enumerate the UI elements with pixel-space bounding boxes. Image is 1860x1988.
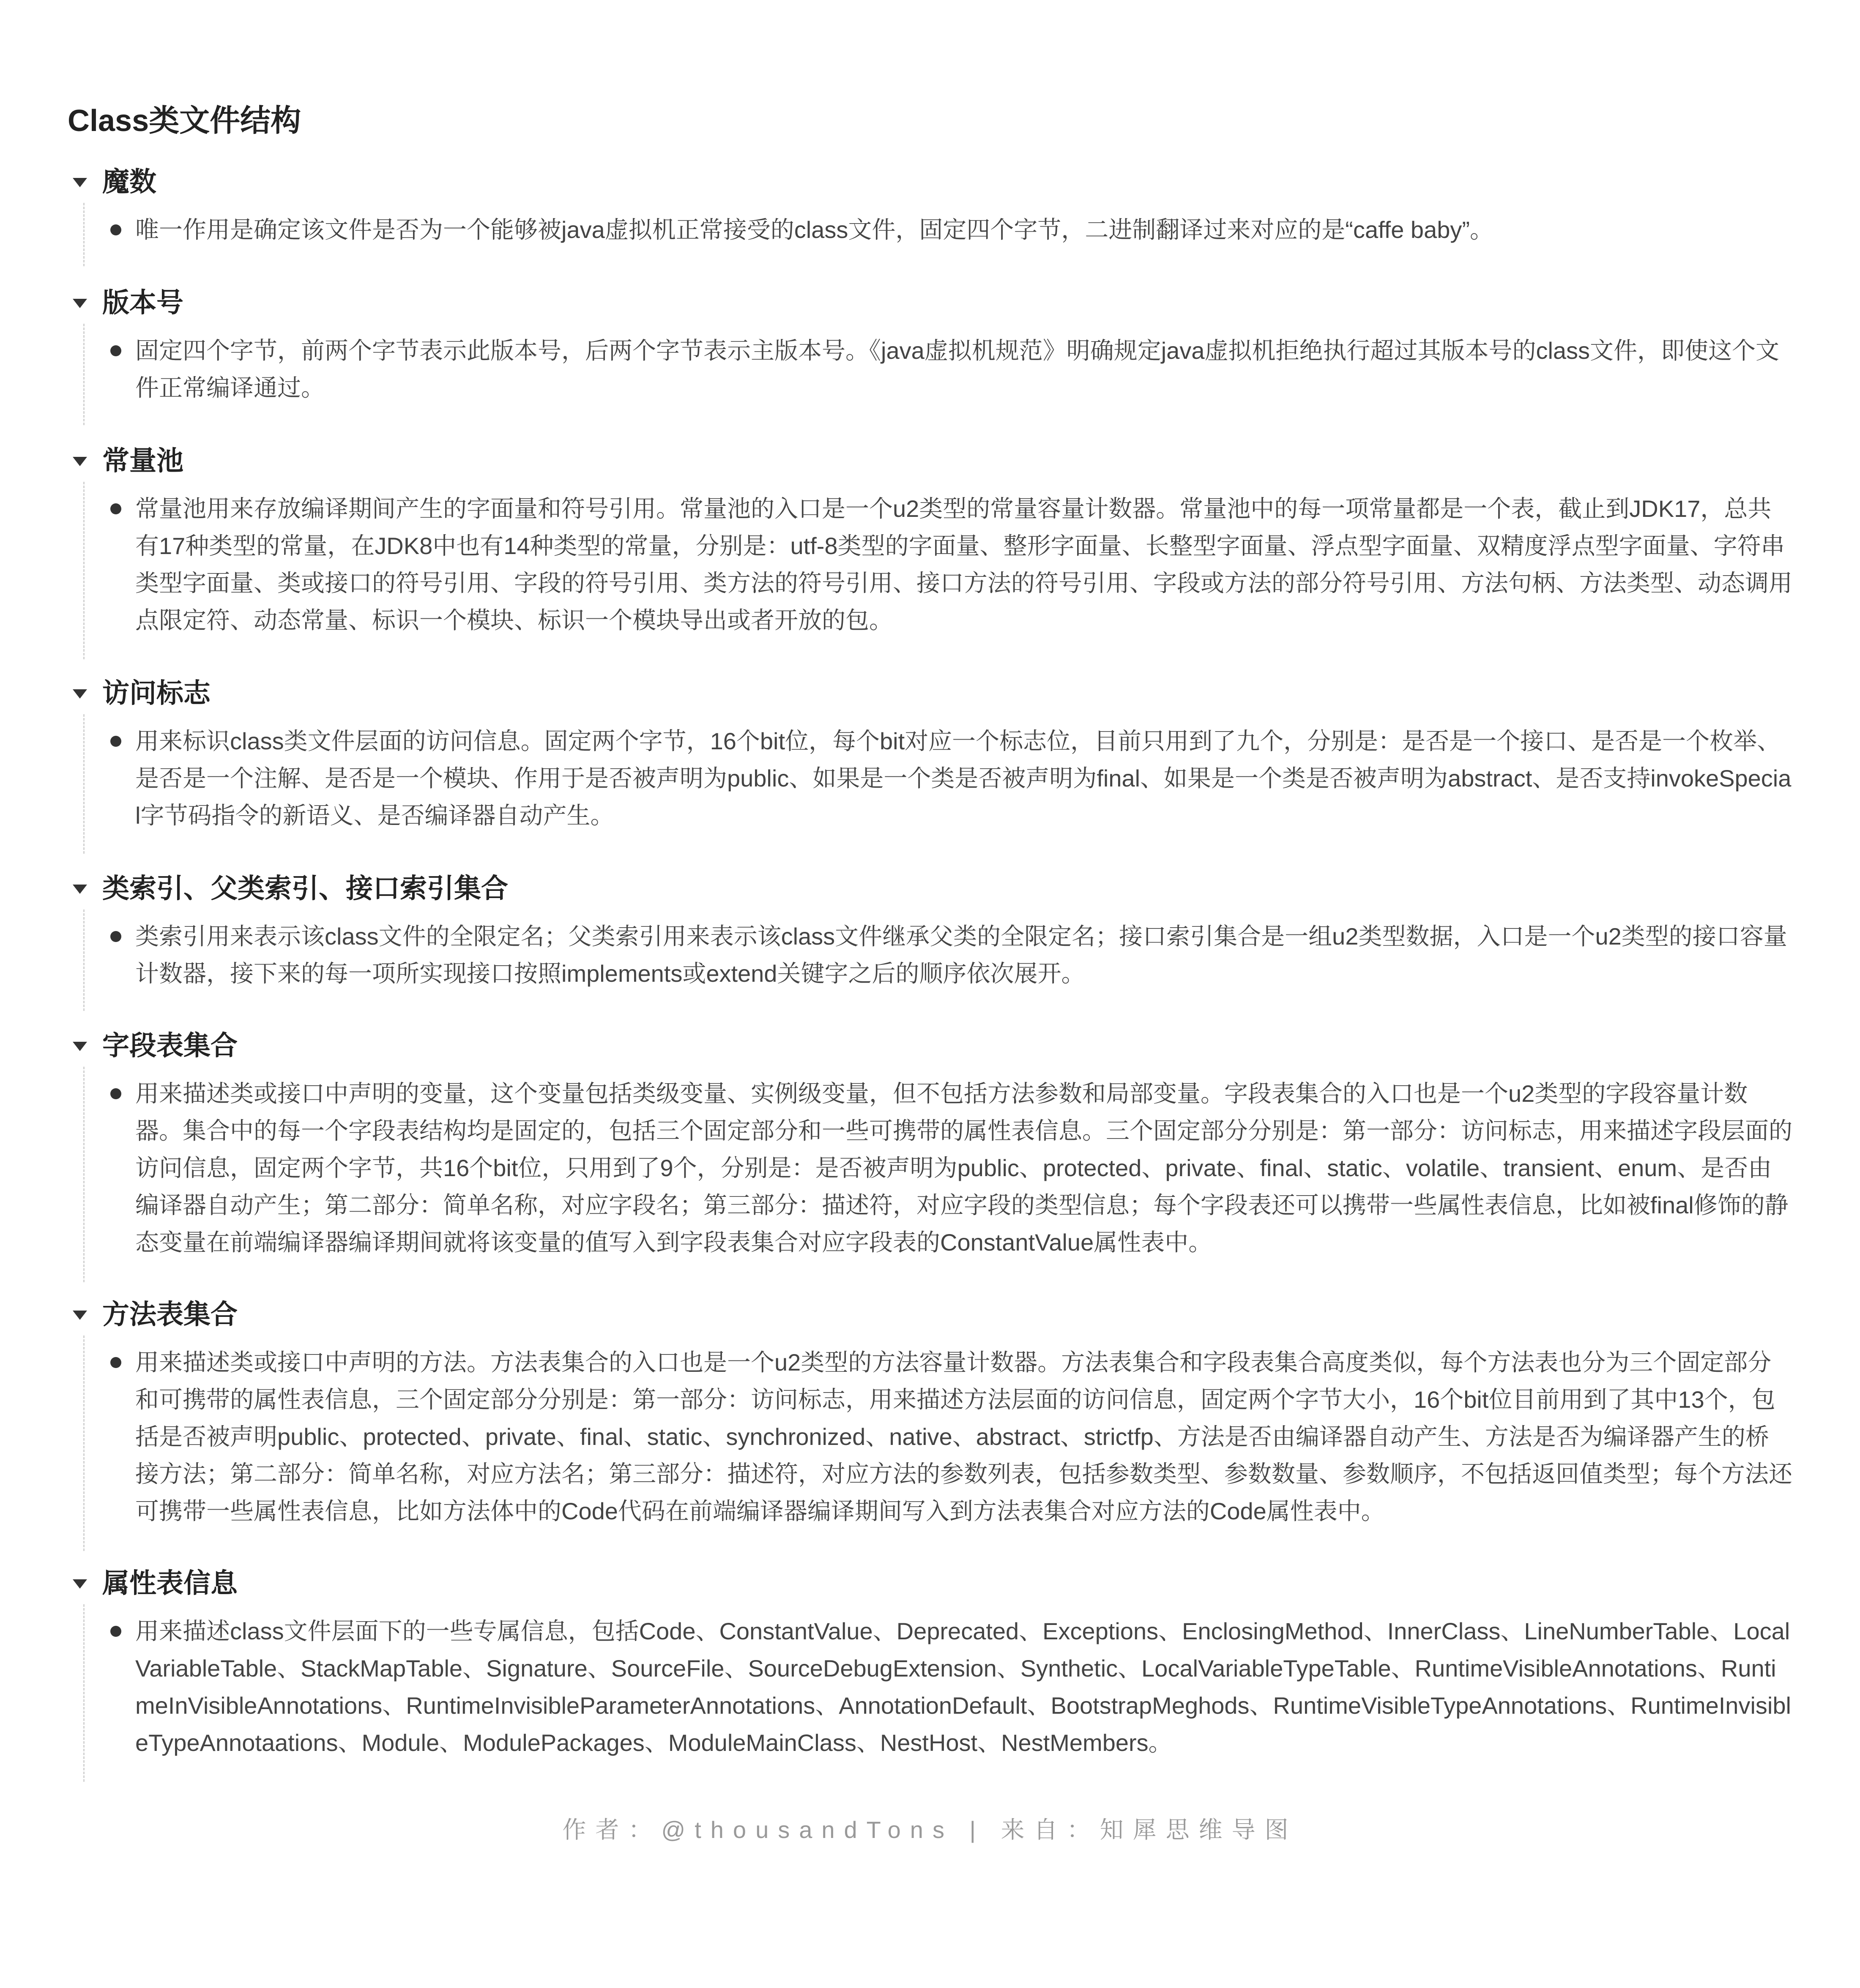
- section-header[interactable]: [73, 1293, 238, 1335]
- section-text: 用来描述类或接口中声明的方法。方法表集合的入口也是一个u2类型的方法容量计数器。方法表集合和字段表集合高度类似，每个方法表也分为三个固定部分和可携带的属性表信息，三个固定部分分别是：第一部分：访问标志，用来描述方法层面的访问信息，固定两个字节大小，16个bit位目前用到了其中13个，包括是否被声明public、protected、private、final、static、synchronized、native、abstract、strictfp、方法是否由编译器自动产生、方法是否为编译器产生的桥接方法；第二部分：简单名称，对应方法名；第三部分：描述符，对应方法的参数列表，包括参数类型、参数数量、参数顺序，不包括返回值类型；每个方法还可携带一些属性表信息，比如方法体中的Code代码在前端编译器编译期间写入到方法表集合对应方法的Code属性表中。: [135, 1349, 1792, 1524]
- bullet-icon: [110, 224, 121, 235]
- collapse-caret-icon[interactable]: [73, 1579, 87, 1589]
- outline-guide-line: [83, 714, 85, 854]
- author-credit-footer: 作者：@thousandTons | 来自：知犀思维导图: [562, 1816, 1298, 1843]
- collapse-caret-icon[interactable]: [73, 1311, 87, 1320]
- outline-guide-line: [83, 1335, 85, 1551]
- section-title: 魔数: [102, 167, 156, 197]
- bullet-icon: [110, 1088, 121, 1099]
- outline-guide-line: [83, 1604, 85, 1782]
- section-title: 方法表集合: [102, 1299, 238, 1330]
- section-title: 访问标志: [102, 678, 211, 708]
- outline-guide-line: [83, 909, 85, 1011]
- section-title: 常量池: [102, 445, 183, 476]
- section-header[interactable]: [73, 440, 183, 482]
- bullet-icon: [110, 1357, 121, 1368]
- section-title: 类索引、父类索引、接口索引集合: [102, 873, 508, 904]
- bullet-icon: [110, 503, 121, 514]
- section-header[interactable]: [73, 281, 183, 324]
- collapse-caret-icon[interactable]: [73, 689, 87, 699]
- section-text: 用来描述class文件层面下的一些专属信息，包括Code、ConstantValue、Deprecated、Exceptions、EnclosingMethod、InnerClass、LineNumberTable、LocalVariableTable、StackMapTable、Signature、SourceFile、SourceDebugExtension、Synthetic、LocalVariableTypeTable、RuntimeVisibleAnnotations、RuntimeInVisibleAnnotations、RuntimeInvisibleParameterAnnotations、AnnotationDefault、BootstrapMeghods、RuntimeVisibleTypeAnnotations、RuntimeInvisibleTypeAnnotaations、Module、ModulePackages、ModuleMainClass、NestHost、NestMembers。: [135, 1618, 1791, 1756]
- bullet-icon: [110, 736, 121, 747]
- outline-guide-line: [83, 324, 85, 425]
- document-title: Class类文件结构: [68, 104, 301, 138]
- bullet-icon: [110, 345, 121, 356]
- section-text: 常量池用来存放编译期间产生的字面量和符号引用。常量池的入口是一个u2类型的常量容量计数器。常量池中的每一项常量都是一个表，截止到JDK17，总共有17种类型的常量，在JDK8中也有14种类型的常量，分别是：utf-8类型的字面量、整形字面量、长整型字面量、浮点型字面量、双精度浮点型字面量、字符串类型字面量、类或接口的符号引用、字段的符号引用、类方法的符号引用、接口方法的符号引用、字段或方法的部分符号引用、方法句柄、方法类型、动态调用点限定符、动态常量、标识一个模块、标识一个模块导出或者开放的包。: [135, 495, 1792, 634]
- section-header[interactable]: [73, 161, 156, 203]
- section-header[interactable]: [73, 867, 508, 909]
- section-text: 固定四个字节，前两个字节表示此版本号，后两个字节表示主版本号。《java虚拟机规范》明确规定java虚拟机拒绝执行超过其版本号的class文件，即使这个文件正常编译通过。: [135, 337, 1780, 401]
- bullet-icon: [110, 1626, 121, 1637]
- outline-guide-line: [83, 482, 85, 659]
- collapse-caret-icon[interactable]: [73, 1042, 87, 1051]
- section-title: 字段表集合: [102, 1030, 238, 1061]
- bullet-icon: [110, 931, 121, 942]
- collapse-caret-icon[interactable]: [73, 299, 87, 308]
- outline-guide-line: [83, 203, 85, 266]
- section-text: 类索引用来表示该class文件的全限定名；父类索引用来表示该class文件继承父类的全限定名；接口索引集合是一组u2类型数据，入口是一个u2类型的接口容量计数器，接下来的每一项所实现接口按照implements或extend关键字之后的顺序依次展开。: [135, 923, 1787, 987]
- section-title: 属性表信息: [102, 1568, 238, 1598]
- section-text: 用来描述类或接口中声明的变量，这个变量包括类级变量、实例级变量，但不包括方法参数和局部变量。字段表集合的入口也是一个u2类型的字段容量计数器。集合中的每一个字段表结构均是固定的，包括三个固定部分和一些可携带的属性表信息。三个固定部分分别是：第一部分：访问标志，用来描述字段层面的访问信息，固定两个字节，共16个bit位，只用到了9个，分别是：是否被声明为public、protected、private、final、static、volatile、transient、enum、是否由编译器自动产生；第二部分：简单名称，对应字段名；第三部分：描述符，对应字段的类型信息；每个字段表还可以携带一些属性表信息，比如被final修饰的静态变量在前端编译器编译期间就将该变量的值写入到字段表集合对应字段表的ConstantValue属性表中。: [135, 1080, 1792, 1256]
- section-header[interactable]: [73, 1024, 238, 1067]
- section-text: 用来标识class类文件层面的访问信息。固定两个字节，16个bit位，每个bit对应一个标志位，目前只用到了九个，分别是：是否是一个接口、是否是一个枚举、是否是一个注解、是否是一个模块、作用于是否被声明为public、如果是一个类是否被声明为final、如果是一个类是否被声明为abstract、是否支持invokeSpecial字节码指令的新语义、是否编译器自动产生。: [135, 728, 1792, 829]
- section-title: 版本号: [102, 287, 183, 318]
- collapse-caret-icon[interactable]: [73, 457, 87, 466]
- outline-guide-line: [83, 1067, 85, 1282]
- collapse-caret-icon[interactable]: [73, 178, 87, 187]
- section-header[interactable]: [73, 672, 211, 714]
- section-header[interactable]: [73, 1562, 238, 1604]
- section-text: 唯一作用是确定该文件是否为一个能够被java虚拟机正常接受的class文件，固定四个字节，二进制翻译过来对应的是“caffe baby”。: [135, 216, 1493, 243]
- collapse-caret-icon[interactable]: [73, 885, 87, 894]
